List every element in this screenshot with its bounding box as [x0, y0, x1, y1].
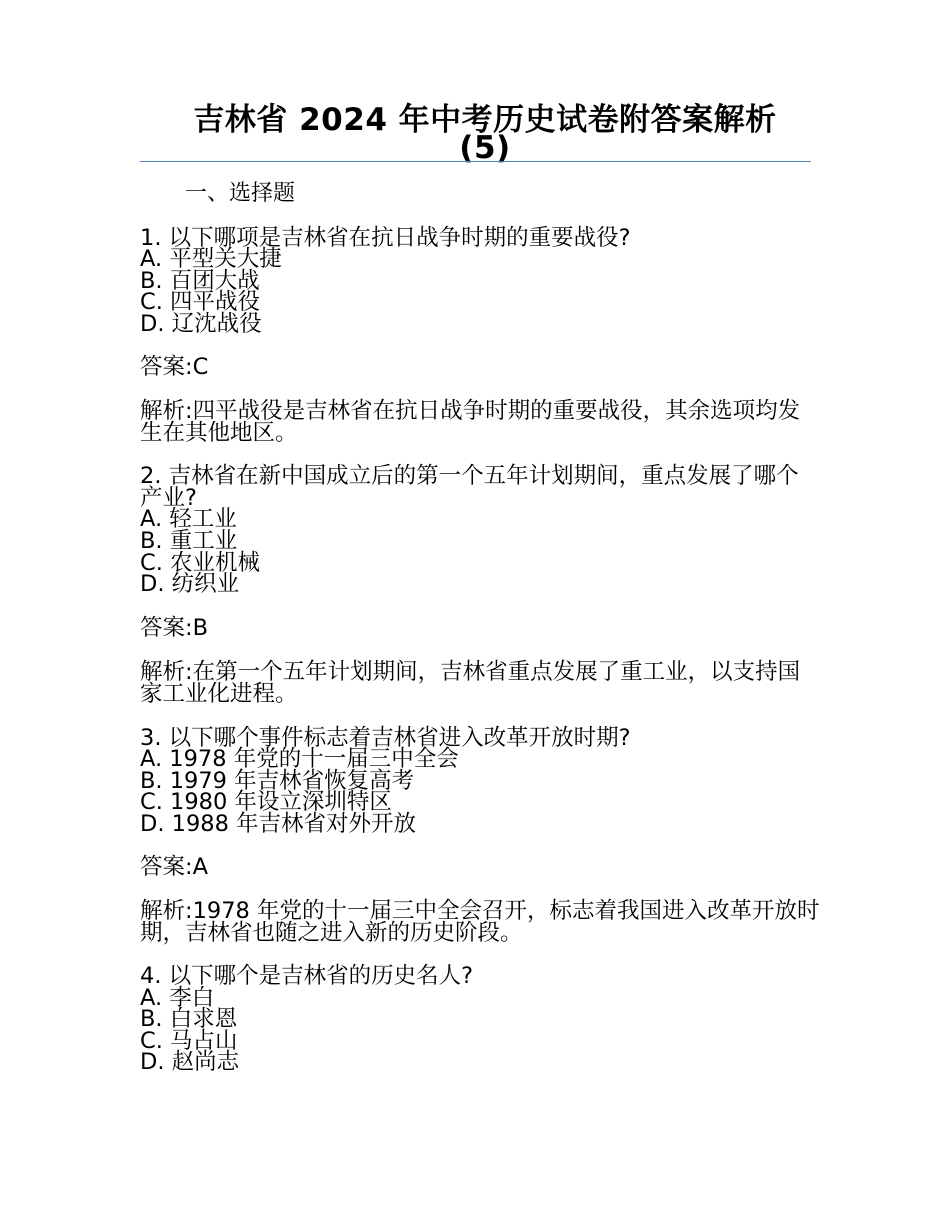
- page-title: [140, 104, 830, 165]
- question-1-explanation: 解析:四平战役是吉林省在抗日战争时期的重要战役，其余选项均发生在其他地区。: [140, 398, 801, 446]
- section-heading: 一、选择题: [185, 181, 296, 206]
- question-4-option-c: C. 马占山: [140, 1028, 238, 1054]
- question-2-option-b: B. 重工业: [140, 528, 238, 554]
- question-2-option-c: C. 农业机械: [140, 550, 261, 576]
- title-line-1: 吉林省 2024 年中考历史试卷附答案解析: [193, 102, 777, 138]
- question-3-answer: 答案:A: [140, 854, 208, 880]
- question-3-option-c: C. 1980 年设立深圳特区: [140, 789, 392, 815]
- question-1-answer: 答案:C: [140, 354, 209, 380]
- question-4-option-a: A. 李白: [140, 985, 215, 1011]
- question-2-option-d: D. 纺织业: [140, 571, 240, 597]
- question-3-option-d: D. 1988 年吉林省对外开放: [140, 811, 417, 837]
- question-4-option-b: B. 白求恩: [140, 1006, 238, 1032]
- question-2-answer: 答案:B: [140, 615, 209, 641]
- title-line-2: (5): [459, 130, 511, 166]
- question-1-stem: 1. 以下哪项是吉林省在抗日战争时期的重要战役?: [140, 225, 631, 251]
- question-2-stem: 2. 吉林省在新中国成立后的第一个五年计划期间，重点发展了哪个产业?: [140, 463, 799, 511]
- question-4-option-d: D. 赵尚志: [140, 1049, 240, 1075]
- question-3-stem: 3. 以下哪个事件标志着吉林省进入改革开放时期?: [140, 725, 631, 751]
- question-4-stem: 4. 以下哪个是吉林省的历史名人?: [140, 963, 474, 989]
- question-3-option-b: B. 1979 年吉林省恢复高考: [140, 768, 415, 794]
- question-2-option-a: A. 轻工业: [140, 506, 237, 532]
- question-1-option-b: B. 百团大战: [140, 268, 260, 294]
- title-underline: [140, 161, 811, 162]
- question-2-explanation: 解析:在第一个五年计划期间，吉林省重点发展了重工业，以支持国家工业化进程。: [140, 659, 801, 707]
- question-1-option-a: A. 平型关大捷: [140, 246, 282, 272]
- question-3-explanation: 解析:1978 年党的十一届三中全会召开，标志着我国进入改革开放时期，吉林省也随之进入新的历史阶段。: [140, 898, 820, 946]
- question-1-option-c: C. 四平战役: [140, 289, 261, 315]
- question-3-option-a: A. 1978 年党的十一届三中全会: [140, 746, 459, 772]
- question-1-option-d: D. 辽沈战役: [140, 311, 262, 337]
